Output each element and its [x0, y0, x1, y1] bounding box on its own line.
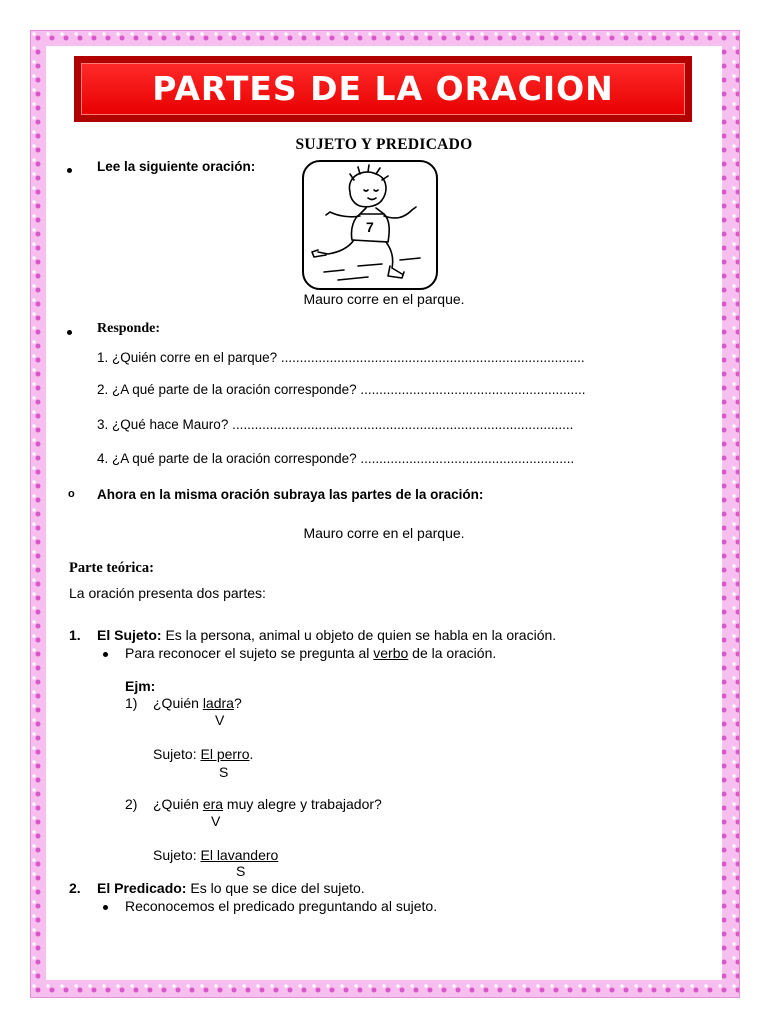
verb-mark: V: [215, 712, 225, 728]
illustration-frame: [302, 160, 438, 290]
page-title: PARTES DE LA ORACION: [152, 69, 614, 108]
question-2: 2. ¿A qué parte de la oración corresponde? ............................................................: [97, 382, 586, 397]
predicado-number: 2.: [69, 880, 81, 896]
responde-label: Responde:: [97, 321, 161, 336]
bullet-icon: [67, 168, 72, 173]
example-1-number: 1): [125, 695, 138, 711]
verb-mark: V: [211, 813, 221, 829]
sentence-to-underline: Mauro corre en el parque.: [303, 525, 465, 541]
title-banner: [74, 56, 692, 122]
bullet-icon: [103, 905, 108, 910]
section-title: SUJETO Y PREDICADO: [295, 136, 473, 153]
bullet-icon: [67, 330, 72, 335]
theory-intro: La oración presenta dos partes:: [69, 585, 266, 601]
predicado-bullet: Reconocemos el predicado preguntando al sujeto.: [125, 898, 438, 914]
question-3: 3. ¿Qué hace Mauro? ...........................................................................................: [97, 417, 574, 432]
example-2-subject: Sujeto: El lavandero: [153, 847, 279, 863]
predicado-definition: El Predicado: Es lo que se dice del sujeto.: [97, 880, 365, 896]
instruction-read: Lee la siguiente oración:: [97, 159, 256, 174]
sujeto-definition: El Sujeto: Es la persona, animal u objeto de quien se habla en la oración.: [97, 627, 557, 643]
example-sentence: Mauro corre en el parque.: [303, 291, 465, 307]
jersey-number: 7: [366, 219, 374, 235]
sujeto-number: 1.: [69, 627, 81, 643]
sujeto-bullet: Para reconocer el sujeto se pregunta al verbo de la oración.: [125, 645, 497, 661]
example-1-subject: Sujeto: El perro.: [153, 746, 254, 762]
subject-mark: S: [219, 764, 229, 780]
example-1-question: ¿Quién ladra?: [153, 695, 242, 711]
underline-instruction: Ahora en la misma oración subraya las partes de la oración:: [97, 487, 484, 502]
hollow-bullet-icon: o: [68, 488, 75, 500]
question-4: 4. ¿A qué parte de la oración corresponde? .........................................................: [97, 451, 575, 466]
example-2-number: 2): [125, 796, 138, 812]
running-boy-icon: [304, 162, 436, 288]
example-2-question: ¿Quién era muy alegre y trabajador?: [153, 796, 382, 812]
bullet-icon: [103, 652, 108, 657]
example-label: Ejm:: [125, 678, 156, 694]
theory-title: Parte teórica:: [69, 560, 154, 576]
subject-mark: S: [236, 863, 246, 879]
question-1: 1. ¿Quién corre en el parque? .................................................................................: [97, 350, 585, 365]
